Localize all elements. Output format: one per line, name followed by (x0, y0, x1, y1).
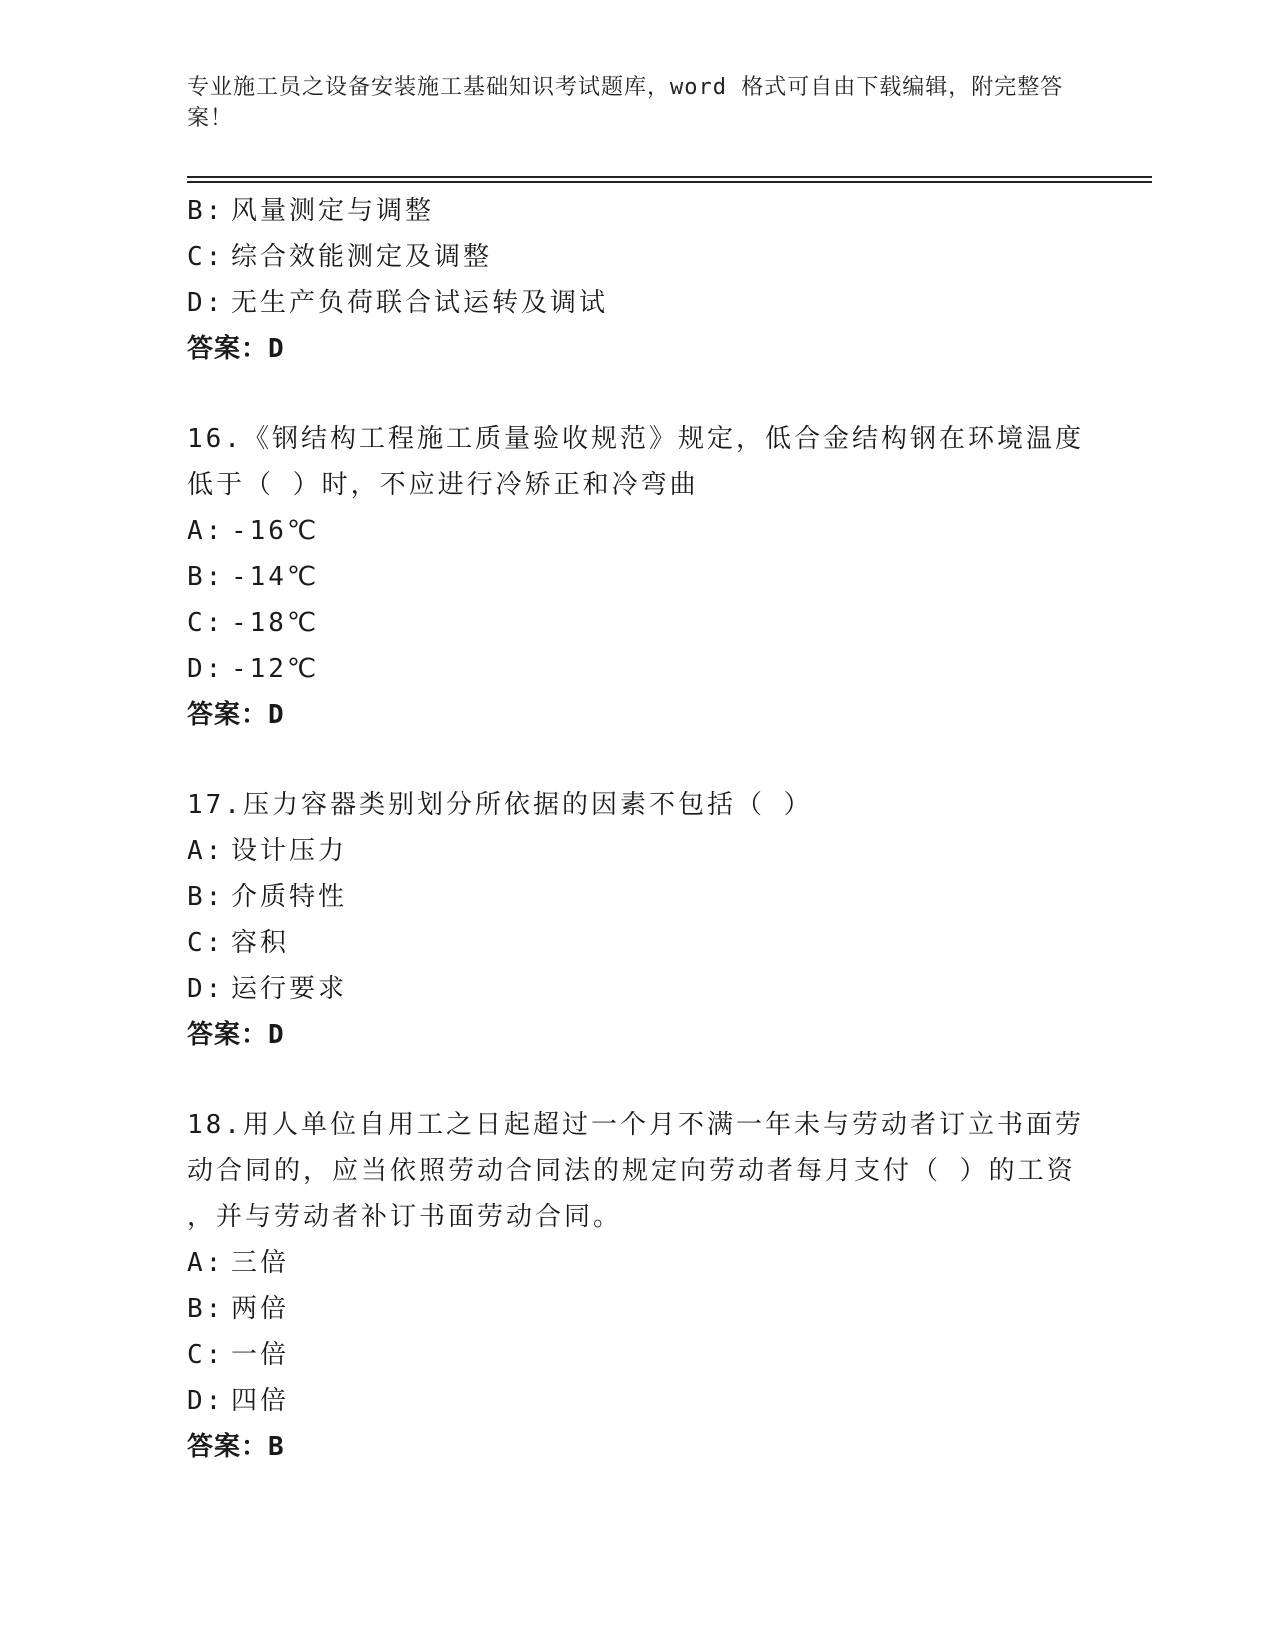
question-text-line: 动合同的，应当依照劳动合同法的规定向劳动者每月支付（ ）的工资 (187, 1156, 1076, 1186)
option-letter: B: (187, 562, 225, 592)
option-c (187, 234, 1087, 280)
option-text: 设计压力 (231, 836, 348, 866)
option-letter: D: (187, 1386, 225, 1416)
option-letter: C: (187, 1340, 225, 1370)
answer-line: 答案：D (187, 700, 285, 730)
option-c (187, 920, 1087, 966)
option-text: 容积 (231, 928, 290, 958)
question-text-line: 17.压力容器类别划分所依据的因素不包括（ ） (187, 790, 813, 820)
option-text: -18℃ (231, 608, 320, 638)
option-d (187, 280, 1087, 326)
option-letter: C: (187, 608, 225, 638)
header-divider-bottom (187, 181, 1152, 183)
option-letter: A: (187, 1248, 225, 1278)
option-text: 风量测定与调整 (231, 196, 435, 226)
partial-question (187, 188, 1087, 372)
option-b (187, 874, 1087, 920)
question-text-line: 低于（ ）时，不应进行冷矫正和冷弯曲 (187, 470, 699, 500)
option-letter: C: (187, 242, 225, 272)
option-d (187, 966, 1087, 1012)
option-letter: D: (187, 974, 225, 1004)
option-text: -14℃ (231, 562, 320, 592)
option-letter: D: (187, 288, 225, 318)
option-text: 介质特性 (231, 882, 348, 912)
option-text: 一倍 (231, 1340, 290, 1370)
option-letter: D: (187, 654, 225, 684)
answer-line: 答案：D (187, 1020, 285, 1050)
option-c (187, 1332, 1087, 1378)
option-b (187, 554, 1087, 600)
question-text-line: ，并与劳动者补订书面劳动合同。 (187, 1202, 623, 1232)
question-text-line: 16.《钢结构工程施工质量验收规范》规定，低合金结构钢在环境温度 (187, 424, 1084, 454)
option-letter: B: (187, 1294, 225, 1324)
option-c (187, 600, 1087, 646)
option-text: 无生产负荷联合试运转及调试 (231, 288, 609, 318)
option-text: -16℃ (231, 516, 320, 546)
option-letter: A: (187, 516, 225, 546)
option-letter: B: (187, 196, 225, 226)
option-text: 运行要求 (231, 974, 348, 1004)
option-a (187, 828, 1087, 874)
option-a (187, 1240, 1087, 1286)
option-letter: A: (187, 836, 225, 866)
question-18 (187, 1102, 1087, 1470)
question-list (187, 188, 1087, 1470)
option-text: 三倍 (231, 1248, 290, 1278)
option-letter: B: (187, 882, 225, 912)
option-letter: C: (187, 928, 225, 958)
question-text-line: 18.用人单位自用工之日起超过一个月不满一年未与劳动者订立书面劳 (187, 1110, 1084, 1140)
option-text: 四倍 (231, 1386, 290, 1416)
option-d (187, 646, 1087, 692)
question-17 (187, 782, 1087, 1058)
question-16 (187, 416, 1087, 738)
answer-line: 答案：B (187, 1432, 285, 1462)
option-b (187, 1286, 1087, 1332)
option-text: 综合效能测定及调整 (231, 242, 493, 272)
document-header: 专业施工员之设备安装施工基础知识考试题库，word 格式可自由下载编辑，附完整答案！ (187, 75, 1064, 131)
answer-line: 答案：D (187, 334, 285, 364)
option-text: 两倍 (231, 1294, 290, 1324)
header-divider-top (187, 176, 1152, 178)
option-b (187, 188, 1087, 234)
option-text: -12℃ (231, 654, 320, 684)
option-d (187, 1378, 1087, 1424)
option-a (187, 508, 1087, 554)
